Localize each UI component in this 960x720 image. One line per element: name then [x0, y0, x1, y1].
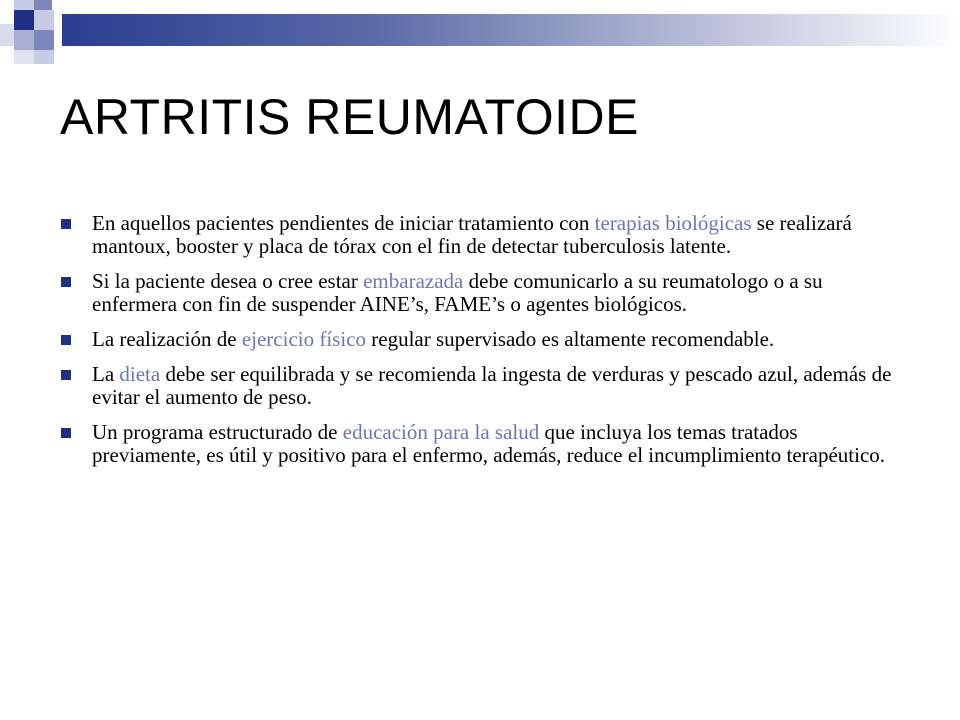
bullet-highlight-text: ejercicio físico: [241, 327, 367, 351]
bullet-highlight-text: dieta: [119, 362, 161, 386]
bullet-highlight-text: educación para la salud: [342, 420, 540, 444]
bullet-item: [60, 363, 910, 409]
bullet-text-segment: Un programa estructurado de: [92, 420, 343, 444]
bullet-text-segment: debe ser equilibrada y se recomienda la ingesta de verduras y pescado azul, además de evitar el aumento de peso.: [92, 362, 892, 409]
bullet-item: [60, 421, 910, 467]
bullet-highlight-text: terapias biológicas: [594, 211, 752, 235]
bullet-text-segment: que incluya los temas tratados previamente, es útil y positivo para el enfermo, además, reduce el incumplimiento terapéutico.: [92, 420, 886, 467]
bullet-text-segment: En aquellos pacientes pendientes de iniciar tratamiento con: [92, 211, 595, 235]
bullet-item: [60, 212, 910, 258]
bullet-highlight-text: embarazada: [363, 269, 464, 293]
bullet-text-segment: regular supervisado es altamente recomendable.: [366, 327, 775, 351]
bullet-text-segment: La: [92, 362, 120, 386]
square-bullet-icon: [61, 335, 71, 345]
decor-square-8: [14, 50, 34, 64]
decor-square-7: [34, 30, 54, 50]
decor-square-2: [34, 0, 52, 10]
bullet-item: [60, 328, 910, 351]
decor-square-3: [14, 10, 34, 30]
decor-square-4: [34, 10, 54, 30]
square-bullet-icon: [61, 428, 71, 438]
bullet-list: [60, 212, 910, 479]
decor-square-5: [0, 24, 14, 46]
bullet-text-segment: se realizará mantoux, booster y placa de tórax con el fin de detectar tuberculosis latente.: [92, 211, 852, 258]
bullet-text-segment: La realización de: [92, 327, 242, 351]
square-bullet-icon: [61, 219, 71, 229]
square-bullet-icon: [61, 370, 71, 380]
decor-square-6: [14, 30, 34, 50]
slide-title: ARTRITIS REUMATOIDE: [60, 89, 640, 145]
bullet-item: [60, 270, 910, 316]
bullet-text-segment: debe comunicarlo a su reumatologo o a su enfermera con fin de suspender AINE’s, FAME’s o agentes biológicos.: [92, 269, 823, 316]
decor-square-9: [34, 50, 54, 64]
square-bullet-icon: [61, 277, 71, 287]
bullet-text-segment: Si la paciente desea o cree estar: [92, 269, 364, 293]
header-gradient-bar: [62, 14, 960, 46]
